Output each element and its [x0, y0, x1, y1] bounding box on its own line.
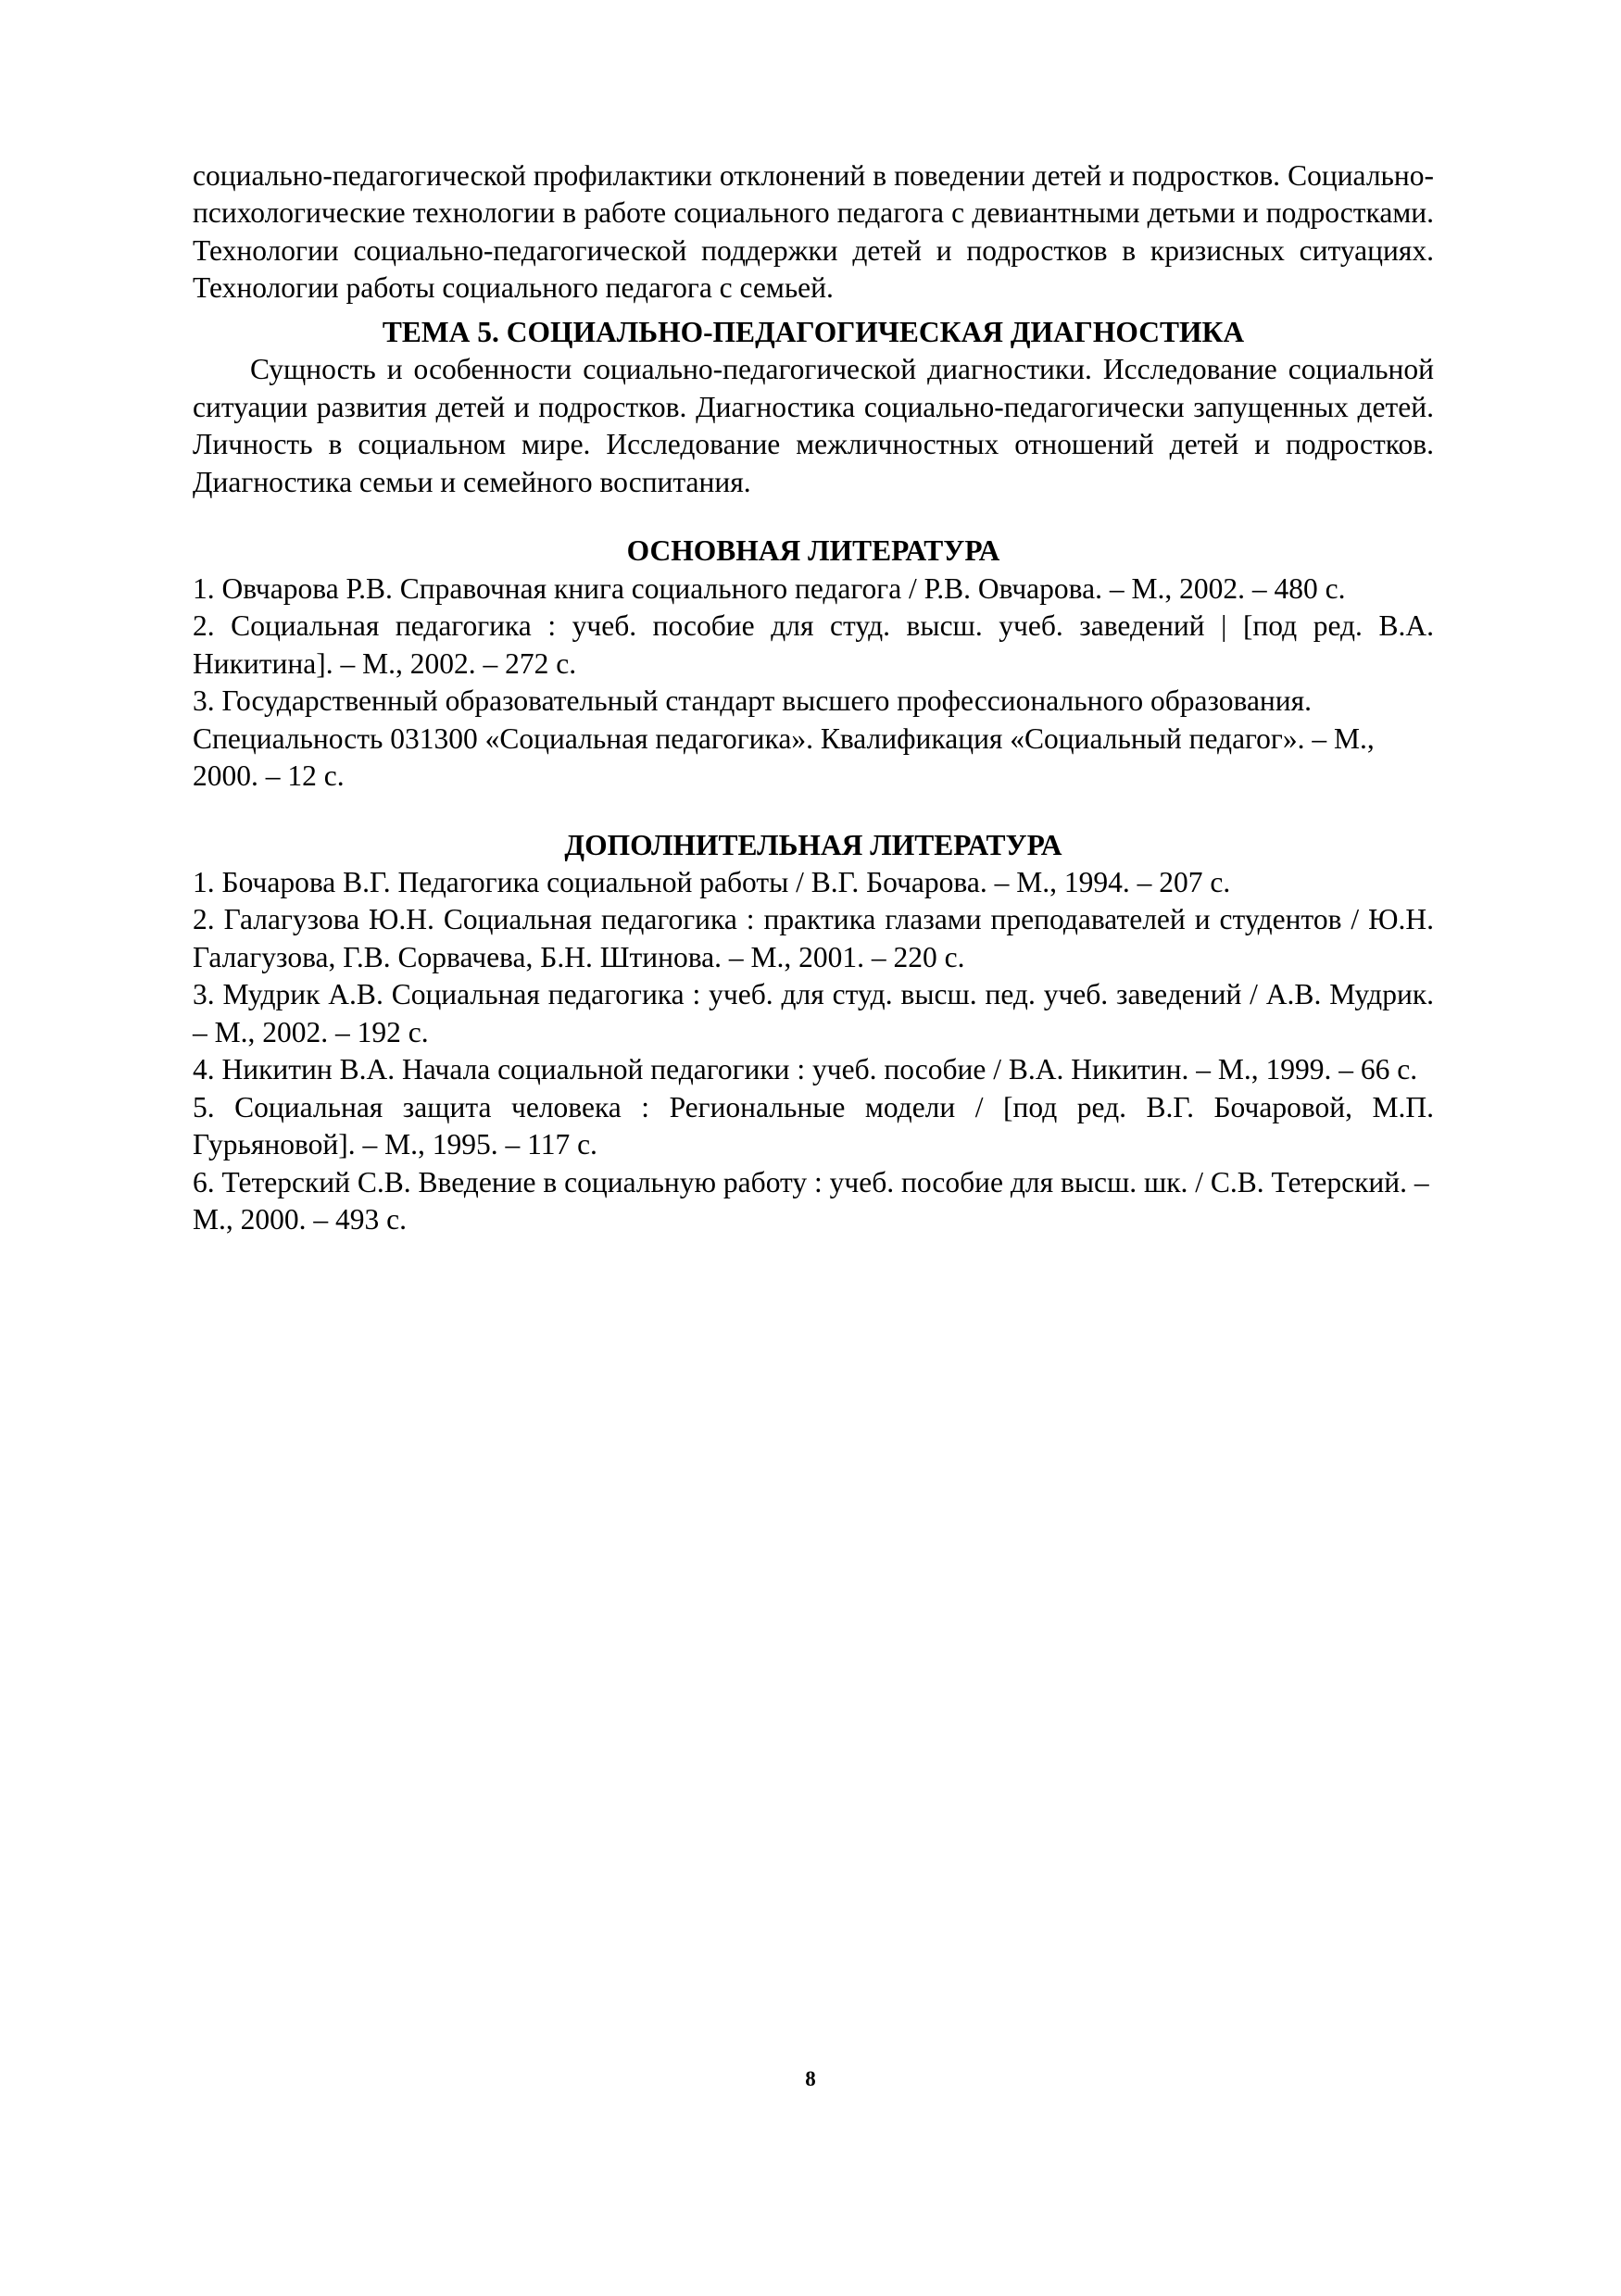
list-item: 2. Галагузова Ю.Н. Социальная педагогика : практика глазами преподавателей и студентов / Ю.Н. Галагузова, Г.В. Сорвачева, Б.Н. Штинова. – М., 2001. – 220 с. — [193, 903, 1434, 973]
intro-paragraph: социально-педагогической профилактики отклонений в поведении детей и подростков. Социально-психологические технологии в работе социального педагога с девиантными детьми и подростками. Технологии социально-педагогической поддержки детей и подростков в кризисных ситуациях. Технологии работы социального педагога с семьей. — [193, 159, 1434, 305]
main-literature-list — [193, 571, 1434, 796]
list-item: 1. Овчарова Р.В. Справочная книга социального педагога / Р.В. Овчарова. – М., 2002. – 480 с. — [193, 571, 1346, 605]
spacer — [193, 796, 1434, 827]
topic-5-paragraph: Сущность и особенности социально-педагогической диагностики. Исследование социальной ситуации развития детей и подростков. Диагностика социально-педагогически запущенных детей. Личность в социальном мире. Исследование межличностных отношений детей и подростков. Диагностика семьи и семейного воспитания. — [193, 353, 1434, 498]
page-number: 8 — [805, 2067, 816, 2090]
list-item: 3. Мудрик А.В. Социальная педагогика : учеб. для студ. высш. пед. учеб. заведений / А.В. Мудрик. – М., 2002. – 192 с. — [193, 978, 1434, 1048]
list-item: 3. Государственный образовательный стандарт высшего профессионального образования. Специальность 031300 «Социальная педагогика». Квалификация «Социальный педагог». – М., 2000. – 12 с. — [193, 684, 1375, 793]
list-item: 1. Бочарова В.Г. Педагогика социальной работы / В.Г. Бочарова. – М., 1994. – 207 с. — [193, 865, 1231, 898]
list-item: 5. Социальная защита человека : Региональные модели / [под ред. В.Г. Бочаровой, М.П. Гурьяновой]. – М., 1995. – 117 с. — [193, 1090, 1434, 1161]
additional-literature-list — [193, 864, 1434, 1239]
spacer — [193, 307, 1434, 314]
additional-literature-heading: ДОПОЛНИТЕЛЬНАЯ ЛИТЕРАТУРА — [564, 828, 1062, 861]
topic-5-heading: ТЕМА 5. СОЦИАЛЬНО-ПЕДАГОГИЧЕСКАЯ ДИАГНОСТИКА — [382, 315, 1245, 348]
list-item: 2. Социальная педагогика : учеб. пособие для студ. высш. учеб. заведений | [под ред. В.А. Никитина]. – М., 2002. – 272 с. — [193, 609, 1434, 680]
spacer — [193, 501, 1434, 533]
list-item: 4. Никитин В.А. Начала социальной педагогики : учеб. пособие / В.А. Никитин. – М., 1999. – 66 с. — [193, 1053, 1418, 1086]
page-content — [193, 157, 1434, 1239]
list-item: 6. Тетерский С.В. Введение в социальную работу : учеб. пособие для высш. шк. / С.В. Тетерский. – М., 2000. – 493 с. — [193, 1165, 1429, 1236]
main-literature-heading: ОСНОВНАЯ ЛИТЕРАТУРА — [626, 534, 1000, 568]
